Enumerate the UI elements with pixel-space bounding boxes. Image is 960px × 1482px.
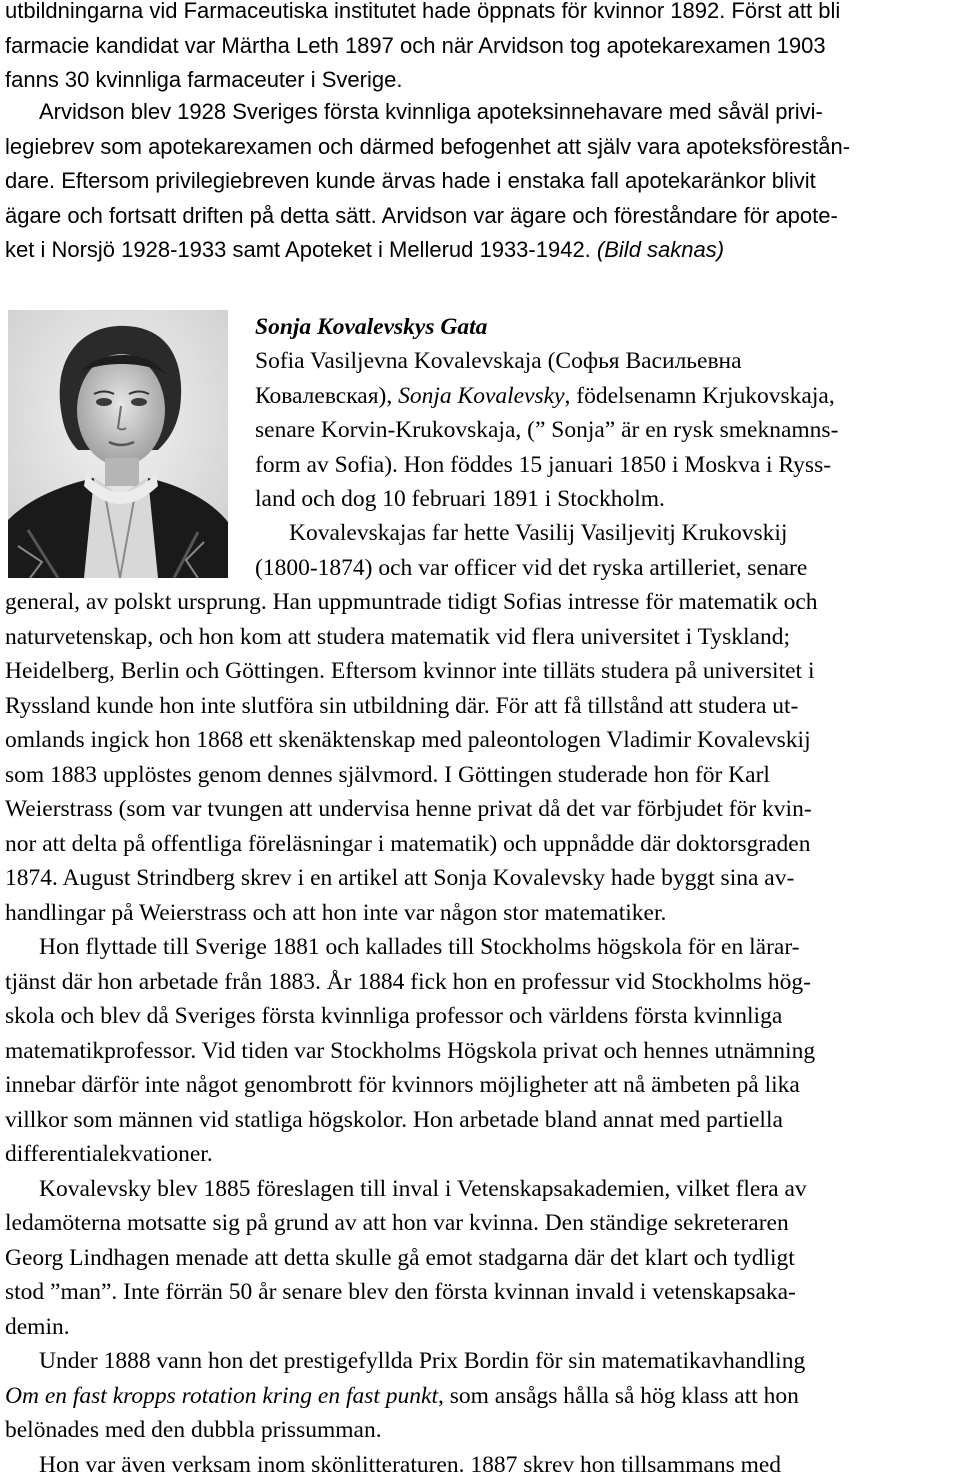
text-line: Ryssland kunde hon inte slutföra sin utbildning där. För att få tillstånd att studera ut- bbox=[5, 692, 799, 719]
text-line: general, av polskt ursprung. Han uppmuntrade tidigt Sofias intresse för matematik och bbox=[5, 589, 818, 615]
text-span: Ковалевская), bbox=[255, 382, 399, 409]
text-line: (1800-1874) och var officer vid det ryska artilleriet, senare bbox=[255, 555, 808, 581]
text-line: tjänst där hon arbetade från 1883. År 1884 fick hon en professur vid Stockholms hög- bbox=[5, 968, 811, 995]
text-line: som 1883 upplöstes genom dennes självmord. I Göttingen studerade hon för Karl bbox=[5, 761, 770, 788]
text-line: utbildningarna vid Farmaceutiska institutet hade öppnats för kvinnor 1892. Först att bli bbox=[5, 0, 841, 23]
text-line: Hon var även verksam inom skönlitteraturen. 1887 skrev hon tillsammans med bbox=[39, 1451, 782, 1478]
text-line: villkor som männen vid statliga högskolor. Hon arbetade bland annat med partiella bbox=[5, 1106, 783, 1133]
text-line: ledamöterna motsatte sig på grund av att hon var kvinna. Den ständige sekreteraren bbox=[5, 1210, 789, 1236]
text-line: omlands ingick hon 1868 ett skenäktenskap med paleontologen Vladimir Kovalevskij bbox=[5, 727, 811, 753]
text-line: 1874. August Strindberg skrev i en artikel att Sonja Kovalevsky hade byggt sina av- bbox=[5, 865, 795, 891]
intro-paragraph bbox=[5, 0, 953, 98]
text-line: legiebrev som apotekarexamen och därmed befogenhet att själv vara apoteksförestån- bbox=[5, 133, 851, 159]
text-line: demin. bbox=[5, 1313, 70, 1340]
text-line: senare Korvin-Krukovskaja, (” Sonja” är en rysk smeknamns- bbox=[255, 417, 839, 443]
text-line: naturvetenskap, och hon kom att studera matematik vid flera universitet i Tyskland; bbox=[5, 623, 790, 650]
portrait-photo bbox=[8, 310, 228, 578]
text-line: form av Sofia). Hon föddes 15 januari 1850 i Moskva i Ryss- bbox=[255, 451, 832, 478]
kovalevsky-intro bbox=[255, 344, 953, 517]
text-line: Hon flyttade till Sverige 1881 och kallades till Stockholms högskola för en lärar- bbox=[39, 934, 800, 960]
text-line bbox=[289, 516, 953, 551]
text-line: Arvidson blev 1928 Sveriges första kvinnliga apoteksinnehavare med såväl privi- bbox=[39, 99, 823, 124]
portrait-image bbox=[8, 310, 228, 578]
text-line: innebar därför inte något genombrott för kvinnors möjligheter att nå ämbeten på lika bbox=[5, 1072, 800, 1098]
text-line: belönades med den dubbla prissumman. bbox=[5, 1417, 382, 1443]
text-span: , som ansågs hålla så hög klass att hon bbox=[437, 1382, 799, 1409]
text-line: land och dog 10 februari 1891 i Stockholm. bbox=[255, 486, 665, 512]
section-heading bbox=[255, 310, 955, 345]
text-line: dare. Eftersom privilegiebreven kunde ärvas hade i enstaka fall apotekaränkor blivit bbox=[5, 168, 816, 193]
text-line: Weierstrass (som var tvungen att undervisa henne privat då det var förbjudet för kvin- bbox=[5, 796, 812, 822]
text-line: Sofia Vasiljevna Kovalevskaja (Софья Васильевна bbox=[255, 348, 742, 374]
section-title: Sonja Kovalevskys Gata bbox=[255, 314, 488, 340]
text-line: skola och blev då Sveriges första kvinnliga professor och världens första kvinnliga bbox=[5, 1003, 783, 1029]
text-span: , födelsenamn Krjukovskaja, bbox=[564, 382, 835, 409]
text-line: Kovalevskajas far hette Vasilij Vasiljevitj Krukovskij bbox=[289, 520, 788, 546]
text-line: differentialekvationer. bbox=[5, 1141, 213, 1167]
text-line: ägare och fortsatt driften på detta sätt. Arvidson var ägare och föreståndare för apote- bbox=[5, 202, 838, 228]
text-span-italic: Sonja Kovalevsky bbox=[398, 382, 565, 409]
arvidson-paragraph bbox=[5, 95, 953, 268]
text-line: farmacie kandidat var Märtha Leth 1897 och när Arvidson tog apotekarexamen 1903 bbox=[5, 32, 826, 58]
text-line: Georg Lindhagen menade att detta skulle gå emot stadgarna där det klart och tydligt bbox=[5, 1244, 795, 1271]
text-line bbox=[255, 379, 953, 414]
text-line: stod ”man”. Inte förrän 50 år senare blev den första kvinnan invald i vetenskapsaka- bbox=[5, 1279, 796, 1305]
text-line bbox=[255, 551, 953, 586]
text-line: nor att delta på offentliga föreläsningar i matematik) och uppnådde där doktorsgraden bbox=[5, 830, 811, 857]
text-line: handlingar på Weierstrass och att hon inte var någon stor matematiker. bbox=[5, 899, 667, 926]
text-line bbox=[5, 233, 953, 268]
text-span: ket i Norsjö 1928-1933 samt Apoteket i Mellerud 1933-1942. bbox=[5, 237, 591, 262]
missing-image-note: (Bild saknas) bbox=[596, 237, 725, 262]
text-line: fanns 30 kvinnliga farmaceuter i Sverige. bbox=[5, 67, 403, 92]
text-line: Heidelberg, Berlin och Göttingen. Eftersom kvinnor inte tilläts studera på universitet i bbox=[5, 658, 815, 684]
text-line: matematikprofessor. Vid tiden var Stockholms Högskola privat och hennes utnämning bbox=[5, 1037, 816, 1064]
text-line: Kovalevsky blev 1885 föreslagen till inval i Vetenskapsakademien, vilket flera av bbox=[39, 1175, 807, 1202]
thesis-title: Om en fast kropps rotation kring en fast punkt bbox=[5, 1382, 438, 1409]
text-line: Under 1888 vann hon det prestigefyllda Prix Bordin för sin matematikavhandling bbox=[39, 1348, 806, 1374]
text-line bbox=[5, 1379, 955, 1414]
kovalevsky-body bbox=[5, 585, 955, 1482]
